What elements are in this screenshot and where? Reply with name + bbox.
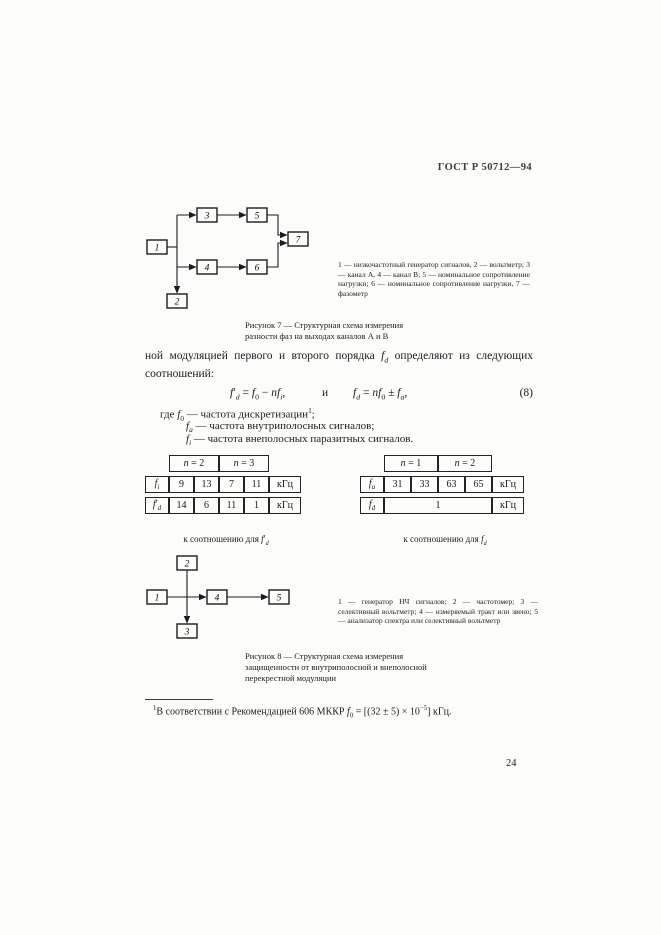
box-label: 4 <box>204 263 210 274</box>
formula-middle: и <box>322 387 329 399</box>
formula-number: (8) <box>519 387 533 399</box>
table-cell: 33 <box>411 476 438 493</box>
table-cell: 11 <box>219 497 244 514</box>
table-cell-merged: 1 <box>384 497 492 514</box>
table-cell-empty <box>360 455 384 472</box>
table-cell-empty <box>269 455 301 472</box>
table-cell-empty <box>492 455 524 472</box>
unit-cell: кГц <box>269 497 301 514</box>
table-header-cell: n = 3 <box>219 455 269 472</box>
box-label: 5 <box>254 211 260 222</box>
definition-fi: $f_i$ — частота внеполосных паразитных сигналов. <box>186 433 414 448</box>
box-label: 7 <box>295 235 301 246</box>
figure7-diagram <box>140 204 320 320</box>
box-label: 5 <box>276 593 282 604</box>
box-label: 6 <box>254 263 260 274</box>
footnote: $^1$В соответствии с Рекомендацией 606 МККР $f_0 = [(32 \pm 5) \times 10^{-5}]$ кГц. <box>153 705 452 720</box>
row-label: $f_a$ <box>360 476 384 493</box>
table-header-row <box>145 455 301 472</box>
table-cell: 9 <box>169 476 194 493</box>
table-cell: 6 <box>194 497 219 514</box>
box-label: 2 <box>184 559 190 570</box>
table-cell: 63 <box>438 476 465 493</box>
table-row <box>145 476 301 493</box>
row-label: $f_i$ <box>145 476 169 493</box>
figure8-caption: Рисунок 8 — Структурная схема измерения защищенности от внутриполосной и внеполосной перекрестной модуляции <box>245 651 427 683</box>
table-cell-empty <box>145 455 169 472</box>
row-label: $f'_d$ <box>145 497 169 514</box>
page-number: 24 <box>506 758 517 769</box>
table-header-row <box>360 455 524 472</box>
figure8-legend: 1 — генератор НЧ сигналов; 2 — частотомер; 3 — селективный вольтметр; 4 — измеряемый тракт или звено; 5 — анализатор спектра или селективный вольтметр <box>338 597 538 626</box>
table-row <box>360 497 524 514</box>
table-right-caption: к соотношению для $f_d$ <box>403 534 487 547</box>
formula-8 <box>145 387 533 405</box>
figure7-legend: 1 — низкочастотный генератор сигналов, 2 — вольтметр; 3 — канал А, 4 — канал В; 5 — номинальное сопротивление нагрузки; 6 — номинальное сопротивление нагрузки, 7 — фазометр <box>338 260 530 298</box>
box-label: 4 <box>214 593 220 604</box>
box-label: 1 <box>154 243 160 254</box>
table-fd-prime <box>145 451 301 518</box>
table-cell: 65 <box>465 476 492 493</box>
box-label: 2 <box>174 297 180 308</box>
table-left-caption: к соотношению для $f'_d$ <box>183 534 269 547</box>
wire-6-to-7 <box>267 243 287 267</box>
gost-header: ГОСТ Р 50712—94 <box>437 162 532 173</box>
table-row <box>145 497 301 514</box>
table-cell: 1 <box>244 497 269 514</box>
figure8-diagram <box>140 551 300 651</box>
definition-fa: $f_a$ — частота внутриполосных сигналов; <box>186 420 375 435</box>
box-label: 1 <box>154 593 160 604</box>
formula-left: $f'_d = f_0 - nf_i$, <box>230 387 286 402</box>
table-fd <box>360 451 524 518</box>
box-label: 3 <box>184 627 190 638</box>
table-cell: 11 <box>244 476 269 493</box>
unit-cell: кГц <box>269 476 301 493</box>
table-header-cell: n = 2 <box>169 455 219 472</box>
table-cell: 13 <box>194 476 219 493</box>
table-row <box>360 476 524 493</box>
row-label: $f_d$ <box>360 497 384 514</box>
table-cell: 31 <box>384 476 411 493</box>
table-cell: 7 <box>219 476 244 493</box>
table-cell: 14 <box>169 497 194 514</box>
unit-cell: кГц <box>492 476 524 493</box>
formula-right: $f_d = nf_0 \pm f_a$, <box>353 387 408 402</box>
table-header-cell: n = 2 <box>438 455 492 472</box>
figure7-caption: Рисунок 7 — Структурная схема измерения разности фаз на выходах каналов А и В <box>245 320 404 341</box>
definition-where: где $f_0$ — частота дискретизации$^1$; <box>160 406 315 423</box>
wire-5-to-7 <box>267 215 287 235</box>
footnote-rule <box>145 699 213 700</box>
body-paragraph: ной модуляцией первого и второго порядка $f_d$ определяют из следующих соотношений: <box>145 350 533 381</box>
unit-cell: кГц <box>492 497 524 514</box>
box-label: 3 <box>204 211 210 222</box>
table-header-cell: n = 1 <box>384 455 438 472</box>
